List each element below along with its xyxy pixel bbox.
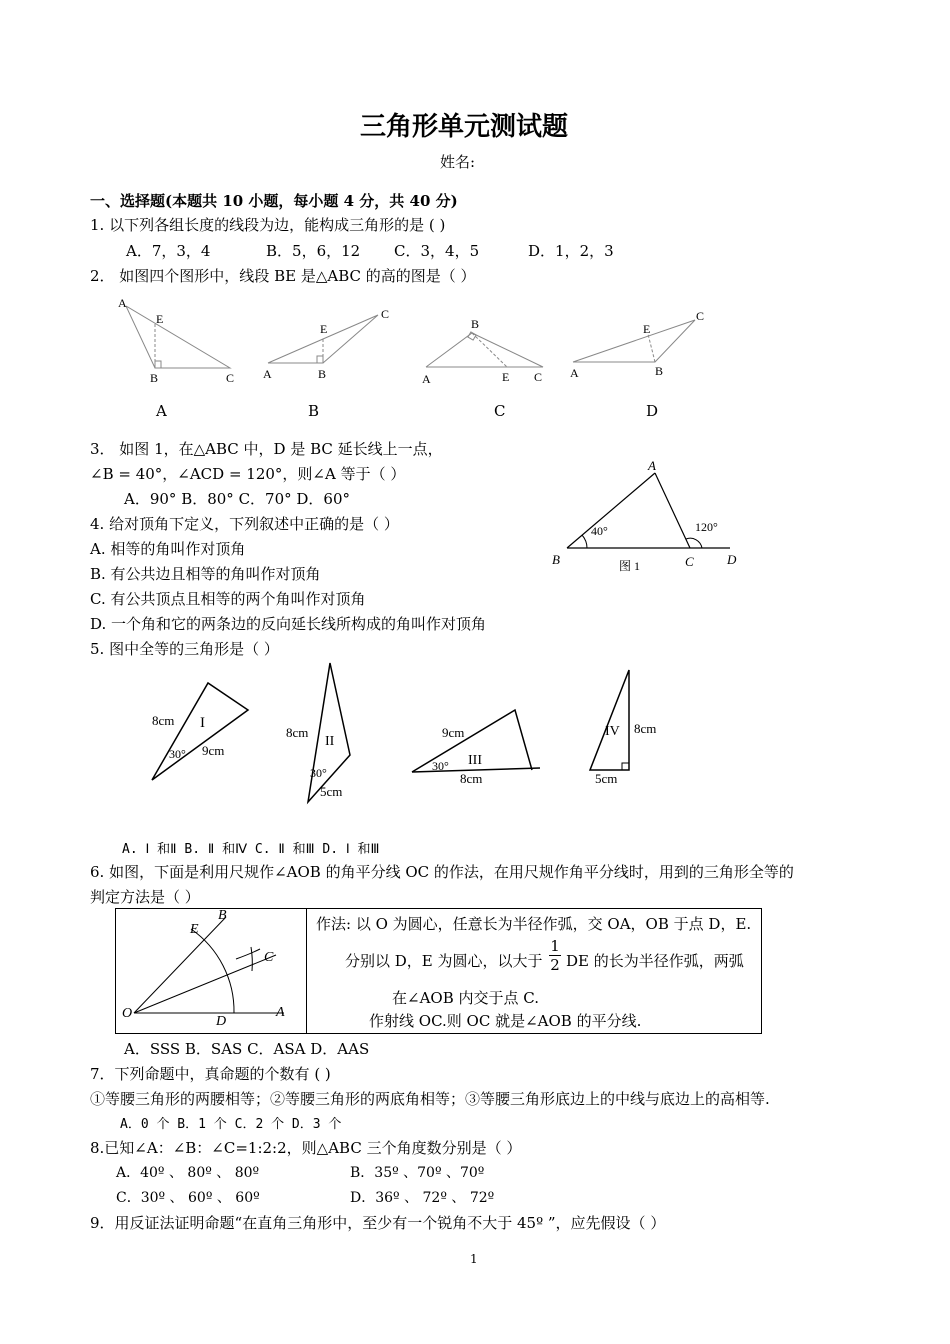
q2-b-label-c: C [381,307,390,321]
q6-label-e: E [190,922,199,937]
q5-options: A. Ⅰ 和Ⅱ B. Ⅱ 和Ⅳ C. Ⅱ 和Ⅲ D. Ⅰ 和Ⅲ [122,842,380,857]
name-label: 姓名: [440,153,476,171]
q1-stem: 1. 以下列各组长度的线段为边，能构成三角形的是 ( ) [90,216,446,234]
q7-items: ①等腰三角形的两腰相等；②等腰三角形的两底角相等；③等腰三角形底边上的中线与底边上的高相等. [90,1090,770,1108]
q6-label-c: C [264,950,274,965]
q5-iv-roman: IV [605,724,620,739]
q8-option-a: A．40º 、 80º 、 80º [116,1165,260,1181]
q6-construction [116,909,306,1033]
q8-option-d: D．36º 、 72º 、 72º [350,1190,495,1206]
q5-i-roman: I [200,715,205,731]
q1-option-d: D．1，2，3 [528,242,614,260]
q2-a-label-a: A [118,296,127,310]
q2-c-label-a: A [422,372,431,386]
q6-line2: 判定方法是（ ） [90,888,200,906]
q5-ii-ang: 30° [310,766,327,780]
q6-method-3: 在∠AOB 内交于点 C. [392,989,539,1007]
q5-i-a: 8cm [152,713,175,728]
page-number: 1 [470,1252,478,1266]
q6-method-2b: DE 的长为半径作弧，两弧 [566,952,744,970]
q9-stem: 9．用反证法证明命题“在直角三角形中，至少有一个锐角不大于 45º ”，应先假设（ ） [90,1214,666,1232]
q4-option-d: D. 一个角和它的两条边的反向延长线所构成的角叫作对顶角 [90,615,487,633]
q2-fig-d [573,320,695,362]
q3-options: A．90° B．80° C．70° D．60° [124,490,351,508]
q6-frac-num: 1 [550,937,560,955]
q6-method-2a: 分别以 D，E 为圆心，以大于 [345,952,543,970]
q6-label-a: A [276,1005,285,1020]
q8-option-c: C．30º 、 60º 、 60º [116,1190,260,1206]
q5-i-b: 9cm [202,743,225,758]
q3-label-d: D [727,552,737,567]
q2-b-label-b: B [318,367,327,381]
q3-caption: 图 1 [619,559,641,573]
q3-label-c: C [685,554,694,569]
q6-label-d: D [216,1014,227,1029]
q1-option-a: A．7，3，4 [126,242,211,260]
q5-iv-a: 8cm [634,721,657,736]
q8-stem: 8.已知∠A：∠B：∠C=1:2:2，则△ABC 三个角度数分别是（ ） [90,1139,522,1157]
q3-label-b: B [552,552,560,567]
q7-options: A．0 个 B．1 个 C．2 个 D．3 个 [120,1117,342,1132]
q6-figure-box [115,908,762,1034]
q2-fig-c [426,332,543,367]
q4-option-a: A. 相等的角叫作对顶角 [90,540,246,558]
q6-line1: 6. 如图，下面是利用尺规作∠AOB 的角平分线 OC 的作法，在用尺规作角平分线时，用到的三角形全等的 [90,863,794,881]
q2-d-label-b: B [655,364,664,378]
q3-angle-c: 120° [695,520,718,534]
q5-iii-b: 8cm [460,771,483,786]
q6-method-1: 作法: 以 O 为圆心，任意长为半径作弧，交 OA，OB 于点 D，E. [316,915,752,933]
q1-option-c: C．3，4，5 [394,242,480,260]
q2-fig-a [126,306,230,368]
q3-line2: ∠B = 40°，∠ACD = 120°，则∠A 等于（ ） [90,465,406,483]
q2-b-label-a: A [263,367,272,381]
q2-fig-letter-b: B [308,402,320,420]
q1-option-b: B．5，6，12 [266,242,361,260]
q5-ii-roman: II [325,734,335,749]
q7-stem: 7．下列命题中，真命题的个数有 ( ) [90,1065,331,1083]
q2-a-label-c: C [226,371,235,385]
q6-fraction [549,937,561,974]
q4-option-c: C. 有公共顶点且相等的两个角叫作对顶角 [90,590,366,608]
q6-options: A．SSS B．SAS C．ASA D．AAS [124,1040,370,1058]
q2-b-label-e: E [320,322,328,336]
q6-frac-den: 2 [550,956,560,974]
q3-angle-b: 40° [591,524,608,538]
q5-i-ang: 30° [169,747,186,761]
q5-ii-b: 5cm [320,784,343,799]
q2-d-label-c: C [696,309,705,323]
q2-c-label-c: C [534,370,543,384]
q5-iii-a: 9cm [442,725,465,740]
q3-label-a: A [648,458,656,473]
q2-a-label-e: E [156,312,164,326]
q2-a-label-b: B [150,371,159,385]
q4-stem: 4. 给对顶角下定义，下列叙述中正确的是（ ） [90,515,399,533]
q2-fig-letter-d: D [646,402,659,420]
q3-line1: 3． 如图 1，在△ABC 中，D 是 BC 延长线上一点， [90,440,443,458]
q2-fig-letter-c: C [494,402,506,420]
q2-figures [110,290,720,390]
section-heading: 一、选择题(本题共 10 小题，每小题 4 分，共 40 分) [90,192,458,210]
q8-option-b: B．35º 、70º 、70º [350,1165,485,1181]
q6-method-4: 作射线 OC.则 OC 就是∠AOB 的平分线. [369,1012,642,1030]
q5-ii-a: 8cm [286,725,309,740]
page-title: 三角形单元测试题 [360,112,569,142]
q2-d-label-a: A [570,366,579,380]
q5-figures [140,655,680,815]
q2-c-label-e: E [502,370,510,384]
q5-iv-b: 5cm [595,771,618,786]
q6-label-b: B [218,909,227,923]
q2-c-label-b: B [471,317,480,331]
q5-stem: 5. 图中全等的三角形是（ ） [90,640,279,658]
q5-iii-ang: 30° [432,759,449,773]
q2-stem: 2． 如图四个图形中，线段 BE 是△ABC 的高的图是（ ） [90,267,476,285]
q4-option-b: B. 有公共边且相等的角叫作对顶角 [90,565,321,583]
q6-label-o: O [122,1006,133,1021]
q6-box-divider [306,909,307,1033]
q5-iii-roman: III [468,753,482,768]
q2-fig-letter-a: A [156,402,167,420]
q3-figure [545,455,745,580]
q2-d-label-e: E [643,322,651,336]
